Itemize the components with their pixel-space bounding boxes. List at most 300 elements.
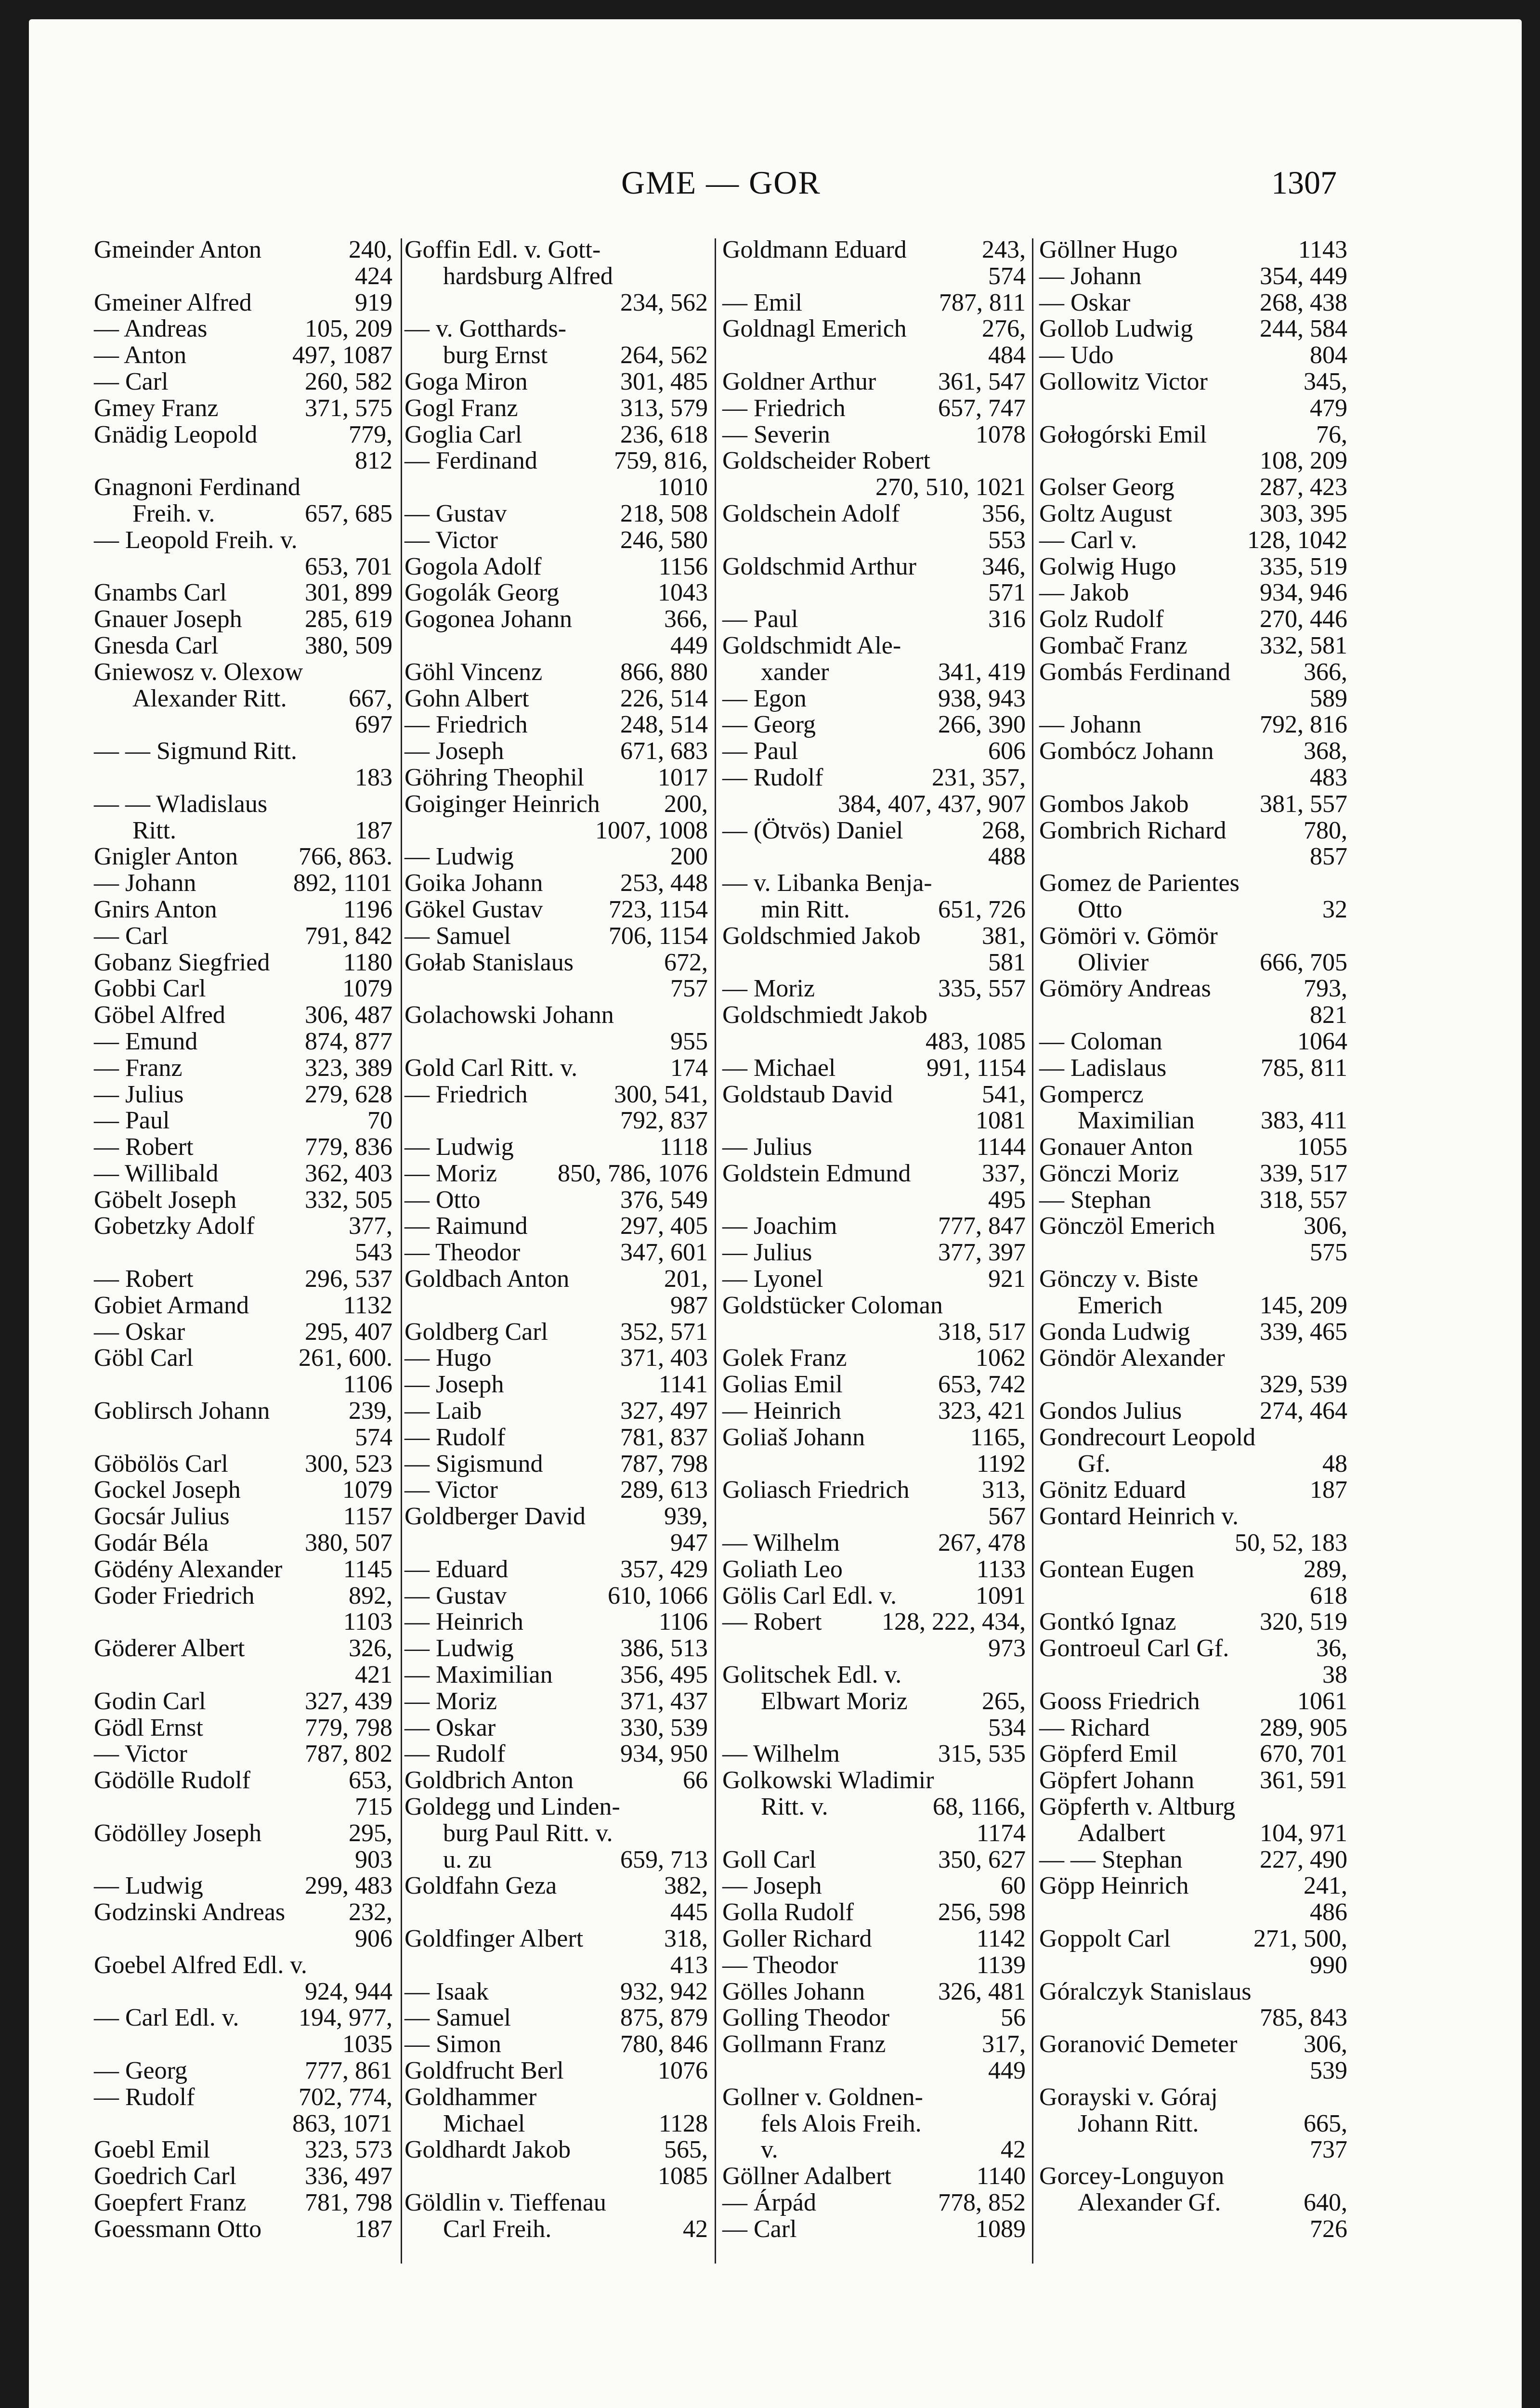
entry-name: Alexander Ritt. <box>132 684 287 712</box>
index-entry <box>1039 1504 1347 1530</box>
index-entry <box>1039 633 1347 659</box>
entry-pages: 48 <box>1322 1450 1347 1478</box>
entry-pages: 42 <box>1001 2136 1026 2164</box>
index-entry <box>405 2163 708 2190</box>
entry-name: Göbl Carl <box>94 1344 194 1372</box>
index-entry <box>722 1583 1026 1610</box>
index-entry <box>405 1636 708 1662</box>
entry-name: — Raimund <box>405 1212 528 1240</box>
entry-name: — — Stephan <box>1039 1845 1183 1873</box>
index-entry <box>1039 1213 1347 1240</box>
entry-pages: 371, 437 <box>620 1687 708 1715</box>
column-rule <box>1032 238 1033 2264</box>
entry-pages: 341, 419 <box>938 658 1026 686</box>
index-entry <box>1039 2005 1347 2031</box>
entry-pages: 366, <box>1304 658 1347 686</box>
entry-name: — Paul <box>722 737 798 765</box>
entry-pages: 289, <box>1304 1555 1347 1583</box>
index-entry <box>405 1583 708 1610</box>
entry-pages: 939, <box>664 1503 708 1531</box>
index-entry <box>1039 474 1347 501</box>
entry-pages: 874, 877 <box>305 1027 392 1055</box>
entry-name: Gödl Ernst <box>94 1714 203 1741</box>
index-entry <box>1039 1055 1347 1082</box>
entry-pages: 1133 <box>976 1555 1026 1583</box>
entry-name: Gönitz Eduard <box>1039 1476 1186 1504</box>
entry-name: Goldbrich Anton <box>405 1767 574 1794</box>
entry-pages: 68, 1166, <box>932 1793 1026 1821</box>
index-entry <box>1039 1134 1347 1161</box>
entry-name: Gogonea Johann <box>405 605 573 633</box>
index-entry <box>722 1134 1026 1161</box>
index-entry <box>94 1636 392 1662</box>
entry-name: — Leopold Freih. v. <box>94 526 298 554</box>
index-entry <box>722 422 1026 448</box>
entry-pages: 484 <box>988 341 1026 369</box>
index-entry <box>405 1029 708 1055</box>
entry-pages: 76, <box>1316 420 1347 448</box>
entry-pages: 574 <box>988 262 1026 290</box>
index-entry <box>1039 1952 1347 1979</box>
index-entry <box>94 1451 392 1478</box>
entry-pages: 381, 557 <box>1260 790 1347 818</box>
entry-pages: 128, 1042 <box>1247 526 1347 554</box>
entry-name: Goldschmied Jakob <box>722 922 921 950</box>
entry-name: Goldnagl Emerich <box>722 315 907 343</box>
entry-name: v. <box>761 2136 778 2164</box>
index-entry <box>1039 1108 1347 1134</box>
index-entry <box>405 2005 708 2031</box>
entry-name: — Samuel <box>405 2004 511 2032</box>
index-entry <box>94 1161 392 1187</box>
entry-pages: 32 <box>1322 895 1347 923</box>
index-entry <box>1039 1873 1347 1899</box>
entry-pages: 345, <box>1304 367 1347 395</box>
index-entry <box>405 1002 708 1029</box>
entry-pages: 297, 405 <box>620 1212 708 1240</box>
index-entry <box>405 290 708 316</box>
entry-pages: 610, 1066 <box>608 1582 708 1610</box>
entry-pages: 36, <box>1316 1635 1347 1662</box>
index-entry <box>1039 1082 1347 1108</box>
entry-name: Freih. v. <box>132 499 215 527</box>
entry-pages: 479 <box>1310 394 1347 422</box>
index-entry <box>722 1213 1026 1240</box>
entry-name: — Julius <box>722 1239 812 1267</box>
entry-name: Gold Carl Ritt. v. <box>405 1054 578 1082</box>
index-entry <box>1039 1899 1347 1926</box>
entry-pages: 267, 478 <box>938 1529 1026 1557</box>
index-entry <box>405 818 708 844</box>
index-entry <box>1039 1741 1347 1767</box>
index-entry <box>722 554 1026 580</box>
index-entry <box>722 1530 1026 1557</box>
index-entry <box>1039 765 1347 791</box>
index-entry <box>1039 2111 1347 2137</box>
index-entry <box>722 1266 1026 1293</box>
index-entry <box>94 1899 392 1926</box>
entry-pages: 653, <box>349 1767 392 1794</box>
entry-pages: 271, 500, <box>1253 1925 1347 1952</box>
entry-name: Göhring Theophil <box>405 763 585 791</box>
index-entry <box>1039 316 1347 342</box>
entry-pages: 306, 487 <box>305 1001 392 1029</box>
entry-name: Goller Richard <box>722 1925 872 1952</box>
entry-name: Göndör Alexander <box>1039 1344 1225 1372</box>
index-entry <box>94 1266 392 1293</box>
index-entry <box>94 2137 392 2163</box>
index-entry <box>722 1979 1026 2005</box>
entry-name: Gobanz Siegfried <box>94 948 270 976</box>
entry-name: Golachowski Johann <box>405 1001 614 1029</box>
entry-name: Göllner Adalbert <box>722 2162 891 2190</box>
index-entry <box>94 923 392 950</box>
entry-pages: 640, <box>1304 2188 1347 2216</box>
index-entry <box>1039 1029 1347 1055</box>
index-entry <box>405 1899 708 1926</box>
entry-pages: 1076 <box>658 2056 708 2084</box>
entry-pages: 289, 905 <box>1260 1714 1347 1741</box>
entry-pages: 320, 519 <box>1260 1608 1347 1636</box>
entry-name: — Isaak <box>405 1977 489 2005</box>
index-entry <box>94 2005 392 2031</box>
entry-name: — Rudolf <box>94 2083 195 2111</box>
entry-pages: 268, 438 <box>1260 288 1347 316</box>
index-entry <box>1039 1820 1347 1847</box>
entry-name: Gömöri v. Gömör <box>1039 922 1218 950</box>
entry-pages: 1091 <box>976 1582 1026 1610</box>
index-entry <box>405 1372 708 1398</box>
entry-name: Goebl Emil <box>94 2136 210 2164</box>
index-entry <box>405 1688 708 1715</box>
entry-pages: 777, 861 <box>305 2056 392 2084</box>
index-entry <box>405 369 708 395</box>
entry-pages: 955 <box>670 1027 708 1055</box>
index-entry <box>94 1952 392 1979</box>
entry-pages: 326, <box>349 1635 392 1662</box>
entry-name: Gohn Albert <box>405 684 529 712</box>
entry-pages: 1078 <box>976 420 1026 448</box>
entry-name: Gontkó Ignaz <box>1039 1608 1176 1636</box>
entry-name: Gonda Ludwig <box>1039 1318 1190 1346</box>
index-entry <box>1039 1398 1347 1425</box>
entry-name: Gołab Stanislaus <box>405 948 574 976</box>
entry-name: — Franz <box>94 1054 183 1082</box>
index-entry <box>1039 1557 1347 1583</box>
entry-pages: 1196 <box>343 895 392 923</box>
index-entry <box>94 1240 392 1266</box>
entry-pages: 350, 627 <box>938 1845 1026 1873</box>
entry-name: Adalbert <box>1078 1819 1165 1847</box>
entry-pages: 1055 <box>1297 1133 1347 1161</box>
index-entry <box>405 580 708 606</box>
entry-name: Goglia Carl <box>405 420 522 448</box>
entry-name: Godin Carl <box>94 1687 206 1715</box>
index-entry <box>94 422 392 448</box>
entry-pages: 1156 <box>658 552 708 580</box>
entry-name: Gorcey-Longuyon <box>1039 2162 1225 2190</box>
entry-pages: 1062 <box>976 1344 1026 1372</box>
index-entry <box>405 1108 708 1134</box>
entry-name: hardsburg Alfred <box>443 262 613 290</box>
index-entry <box>405 1504 708 1530</box>
index-entry <box>722 1504 1026 1530</box>
entry-name: Carl Freih. <box>443 2215 552 2243</box>
entry-name: Goranović Demeter <box>1039 2030 1238 2058</box>
entry-name: Olivier <box>1078 948 1149 976</box>
entry-pages: 289, 613 <box>620 1476 708 1504</box>
entry-pages: 1079 <box>342 1476 392 1504</box>
entry-name: Goffin Edl. v. Gott- <box>405 236 601 263</box>
entry-pages: 1132 <box>343 1291 392 1319</box>
entry-pages: 534 <box>988 1714 1026 1741</box>
entry-name: — Otto <box>405 1186 481 1214</box>
entry-pages: 759, 816, <box>614 447 708 475</box>
index-entry <box>405 1187 708 1214</box>
entry-pages: 301, 899 <box>305 579 392 607</box>
index-entry <box>405 2058 708 2084</box>
entry-name: Gompercz <box>1039 1080 1144 1108</box>
entry-pages: 670, 701 <box>1260 1740 1347 1768</box>
entry-pages: 256, 598 <box>938 1898 1026 1926</box>
index-entry <box>722 1002 1026 1029</box>
entry-name: — Victor <box>405 526 498 554</box>
entry-name: — Eduard <box>405 1555 509 1583</box>
entry-pages: 241, <box>1304 1872 1347 1900</box>
entry-name: — Carl <box>94 367 169 395</box>
entry-pages: 1144 <box>976 1133 1026 1161</box>
running-header <box>0 164 1540 207</box>
entry-name: — Friedrich <box>722 394 846 422</box>
entry-name: — Laib <box>405 1397 482 1425</box>
index-entry <box>405 1319 708 1346</box>
entry-pages: 265, <box>982 1687 1026 1715</box>
entry-pages: 104, 971 <box>1260 1819 1347 1847</box>
entry-pages: 361, 547 <box>938 367 1026 395</box>
entry-pages: 1103 <box>343 1608 392 1636</box>
entry-name: Goliaš Johann <box>722 1423 865 1451</box>
entry-pages: 543 <box>355 1239 392 1267</box>
entry-name: Göhl Vincenz <box>405 658 543 686</box>
index-entry <box>94 1583 392 1610</box>
entry-name: Göldlin v. Tieffenau <box>405 2188 606 2216</box>
index-entry <box>405 1609 708 1636</box>
index-entry <box>1039 2058 1347 2084</box>
index-entry <box>1039 818 1347 844</box>
entry-pages: 200 <box>670 843 708 871</box>
index-entry <box>94 1662 392 1688</box>
entry-pages: 653, 742 <box>938 1371 1026 1399</box>
index-entry <box>94 2111 392 2137</box>
entry-name: Godzinski Andreas <box>94 1898 286 1926</box>
entry-name: Gmey Franz <box>94 394 219 422</box>
index-entry <box>405 1055 708 1082</box>
entry-pages: 264, 562 <box>620 341 708 369</box>
index-entry <box>722 1161 1026 1187</box>
entry-pages: 779, <box>349 420 392 448</box>
index-entry <box>94 1345 392 1372</box>
index-entry <box>722 1319 1026 1346</box>
column-rule <box>715 238 716 2264</box>
entry-name: — Robert <box>94 1133 194 1161</box>
entry-pages: 232, <box>349 1898 392 1926</box>
index-entry <box>1039 950 1347 976</box>
entry-pages: 50, 52, 183 <box>1235 1529 1347 1557</box>
index-entry <box>1039 1794 1347 1820</box>
entry-name: Gombos Jakob <box>1039 790 1189 818</box>
index-entry <box>94 2084 392 2111</box>
entry-name: Gnirs Anton <box>94 895 217 923</box>
index-entry <box>1039 1767 1347 1794</box>
entry-name: — Maximilian <box>405 1661 553 1689</box>
entry-name: — Carl <box>722 2215 797 2243</box>
index-entry <box>722 1767 1026 1794</box>
entry-name: Goder Friedrich <box>94 1582 255 1610</box>
entry-pages: 934, 950 <box>620 1740 708 1768</box>
index-entry <box>405 2137 708 2163</box>
index-entry <box>1039 1477 1347 1504</box>
index-entry <box>94 290 392 316</box>
entry-pages: 785, 843 <box>1260 2004 1347 2032</box>
entry-name: — Rudolf <box>722 763 823 791</box>
entry-pages: 553 <box>988 526 1026 554</box>
entry-pages: 371, 575 <box>305 394 392 422</box>
index-entry <box>722 2111 1026 2137</box>
entry-pages: 376, 549 <box>620 1186 708 1214</box>
entry-name: — Joachim <box>722 1212 837 1240</box>
entry-name: Emerich <box>1078 1291 1163 1319</box>
entry-pages: 581 <box>988 948 1026 976</box>
index-entry <box>405 1398 708 1425</box>
index-entry <box>405 1820 708 1847</box>
index-entry <box>1039 422 1347 448</box>
entry-pages: 413 <box>670 1951 708 1979</box>
index-entry <box>1039 659 1347 686</box>
entry-name: Johann Ritt. <box>1078 2109 1199 2137</box>
entry-name: Golz Rudolf <box>1039 605 1164 633</box>
entry-pages: 1089 <box>976 2215 1026 2243</box>
entry-name: Gogolák Georg <box>405 579 560 607</box>
index-entry <box>722 2137 1026 2163</box>
index-entry <box>722 2163 1026 2190</box>
entry-name: — Rudolf <box>405 1423 506 1451</box>
index-entry <box>405 1240 708 1266</box>
index-entry <box>722 1108 1026 1134</box>
index-entry <box>1039 976 1347 1002</box>
entry-pages: 326, 481 <box>938 1977 1026 2005</box>
entry-name: Gollmann Franz <box>722 2030 886 2058</box>
index-entry <box>722 1873 1026 1899</box>
entry-pages: 244, 584 <box>1260 315 1347 343</box>
entry-name: Golitschek Edl. v. <box>722 1661 902 1689</box>
index-entry <box>94 1398 392 1425</box>
index-entry <box>722 316 1026 342</box>
entry-name: Gombač Franz <box>1039 631 1188 659</box>
index-entry <box>722 1636 1026 1662</box>
entry-pages: 1142 <box>976 1925 1026 1952</box>
entry-name: Goldstein Edmund <box>722 1159 911 1187</box>
index-entry <box>1039 686 1347 712</box>
index-entry <box>722 738 1026 765</box>
index-entry <box>94 633 392 659</box>
entry-pages: 295, <box>349 1819 392 1847</box>
index-entry <box>94 1741 392 1767</box>
entry-pages: 792, 816 <box>1260 711 1347 739</box>
index-entry <box>722 1082 1026 1108</box>
entry-pages: 667, <box>349 684 392 712</box>
index-entry <box>405 527 708 554</box>
index-entry <box>405 659 708 686</box>
entry-name: Goldscheider Robert <box>722 447 930 475</box>
entry-name: Goldhardt Jakob <box>405 2136 571 2164</box>
index-entry <box>405 2031 708 2058</box>
index-entry <box>1039 1293 1347 1319</box>
entry-pages: 659, 713 <box>620 1845 708 1873</box>
entry-name: Gnesda Carl <box>94 631 219 659</box>
entry-name: — Rudolf <box>405 1740 506 1768</box>
entry-pages: 317, <box>982 2030 1026 2058</box>
entry-name: Goedrich Carl <box>94 2162 237 2190</box>
index-entry <box>94 1425 392 1451</box>
index-entry <box>94 554 392 580</box>
entry-name: Gölis Carl Edl. v. <box>722 1582 897 1610</box>
entry-pages: 306, <box>1304 1212 1347 1240</box>
entry-name: Gniewosz v. Olexow <box>94 658 303 686</box>
index-entry <box>722 2058 1026 2084</box>
index-entry <box>94 1504 392 1530</box>
index-entry <box>722 527 1026 554</box>
index-entry <box>722 1741 1026 1767</box>
index-entry <box>405 448 708 474</box>
entry-pages: 1061 <box>1297 1687 1347 1715</box>
entry-pages: 327, 497 <box>620 1397 708 1425</box>
index-entry <box>722 606 1026 633</box>
entry-pages: 1174 <box>976 1819 1026 1847</box>
entry-name: Ritt. v. <box>761 1793 828 1821</box>
entry-name: — Ladislaus <box>1039 1054 1167 1082</box>
index-entry <box>94 2216 392 2243</box>
entry-name: xander <box>761 658 829 686</box>
index-entry <box>1039 369 1347 395</box>
entry-name: — Joseph <box>405 737 504 765</box>
entry-pages: 300, 541, <box>614 1080 708 1108</box>
entry-pages: 60 <box>1001 1872 1026 1900</box>
index-column-3 <box>722 237 1026 2243</box>
entry-name: Elbwart Moriz <box>761 1687 908 1715</box>
index-entry <box>722 686 1026 712</box>
index-entry <box>94 1134 392 1161</box>
entry-pages: 381, <box>982 922 1026 950</box>
entry-pages: 1141 <box>658 1371 708 1399</box>
entry-pages: 329, 539 <box>1260 1371 1347 1399</box>
entry-name: Goldstaub David <box>722 1080 893 1108</box>
entry-pages: 270, 510, 1021 <box>875 473 1026 501</box>
entry-name: — Gustav <box>405 1582 507 1610</box>
entry-name: Göpferth v. Altburg <box>1039 1793 1236 1821</box>
entry-pages: 218, 508 <box>620 499 708 527</box>
entry-name: — Ferdinand <box>405 447 537 475</box>
index-entry <box>722 1820 1026 1847</box>
entry-name: Gmeinder Anton <box>94 236 262 263</box>
index-entry <box>722 818 1026 844</box>
index-entry <box>722 1372 1026 1398</box>
entry-pages: 1106 <box>658 1608 708 1636</box>
index-column-4 <box>1039 237 1347 2243</box>
entry-pages: 377, <box>349 1212 392 1240</box>
index-entry <box>1039 1266 1347 1293</box>
index-entry <box>1039 923 1347 950</box>
index-entry <box>405 870 708 897</box>
